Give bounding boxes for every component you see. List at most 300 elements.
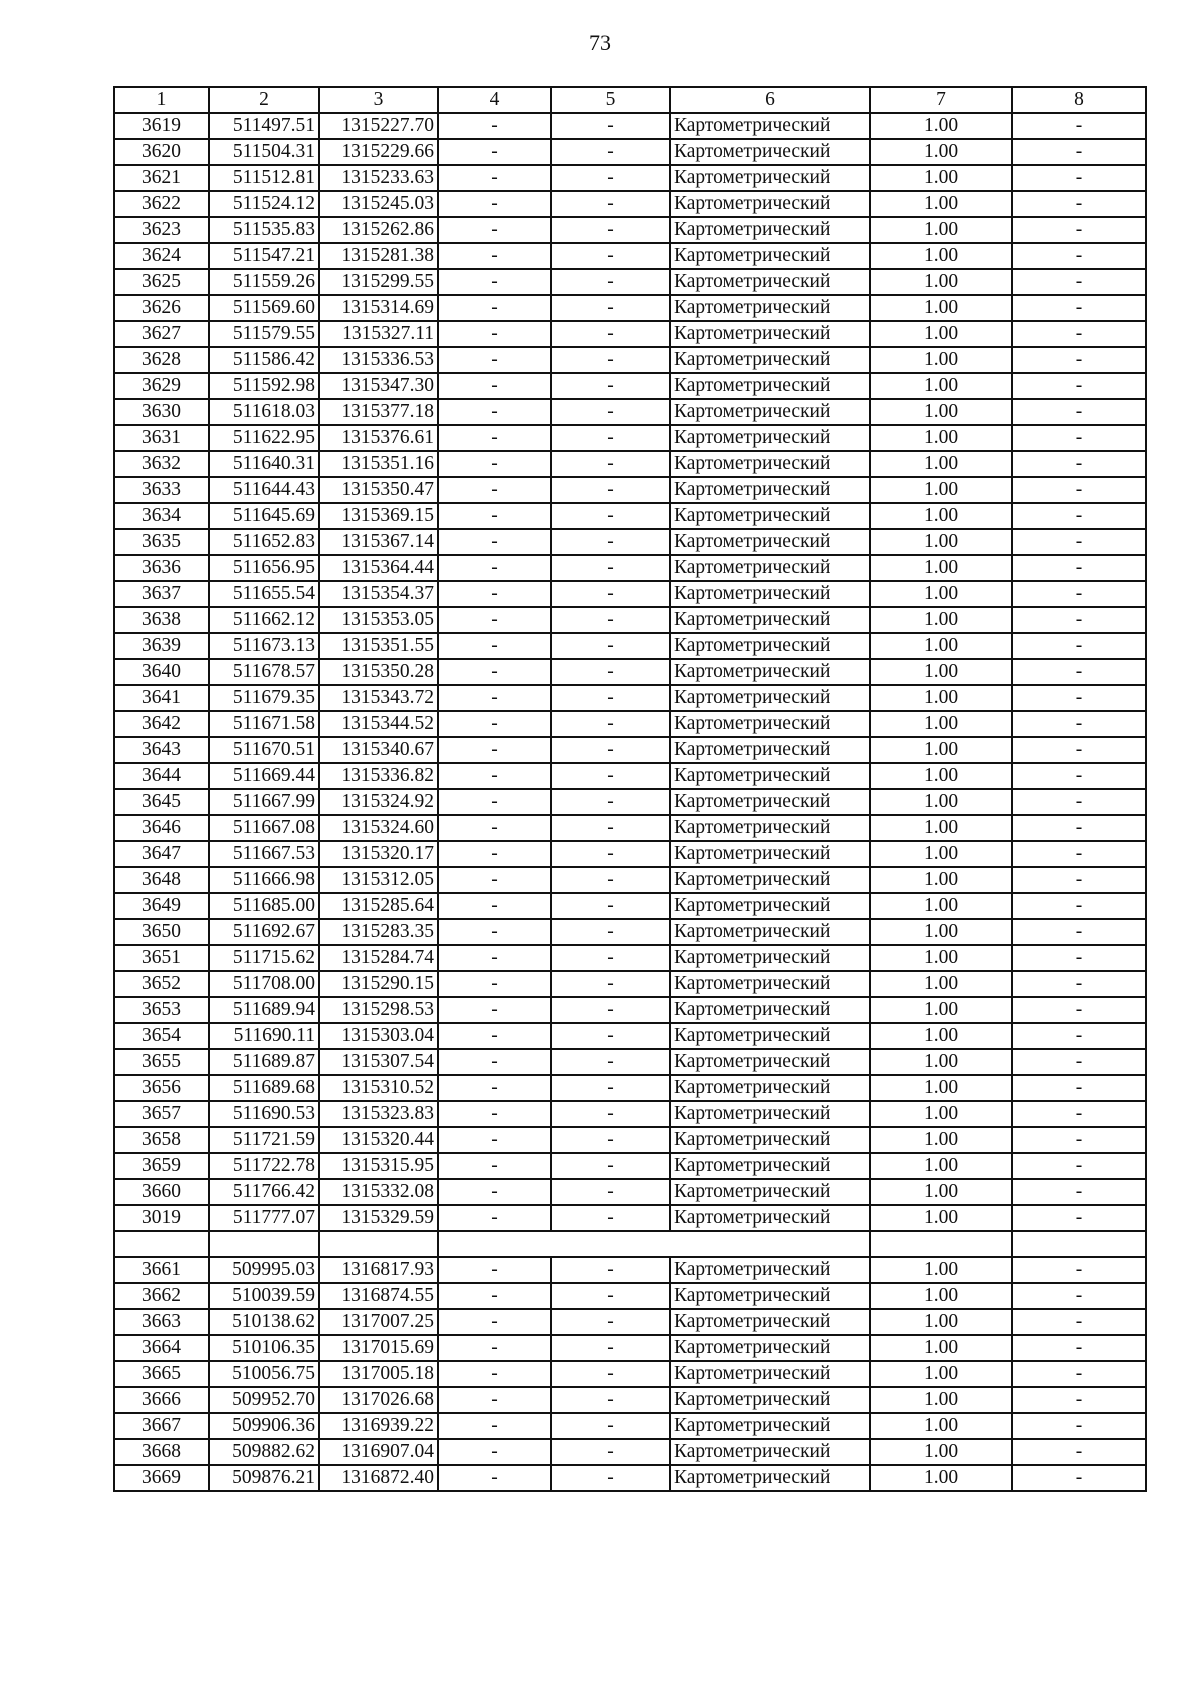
column-4-cell: - — [438, 789, 551, 815]
table-row — [114, 165, 1146, 191]
point-number-cell: 3650 — [114, 919, 209, 945]
y-coordinate-cell: 1316817.93 — [319, 1257, 438, 1283]
point-number-cell: 3635 — [114, 529, 209, 555]
method-cell: Картометрический — [670, 555, 870, 581]
separator-group — [114, 1231, 1146, 1257]
column-5-cell: - — [551, 1023, 670, 1049]
y-coordinate-cell: 1315324.92 — [319, 789, 438, 815]
column-8-cell: - — [1012, 191, 1146, 217]
page-number: 73 — [589, 30, 611, 55]
column-8-cell: - — [1012, 347, 1146, 373]
method-cell: Картометрический — [670, 607, 870, 633]
column-4-cell: - — [438, 347, 551, 373]
column-4-cell: - — [438, 711, 551, 737]
column-8-cell: - — [1012, 1361, 1146, 1387]
point-number-cell: 3660 — [114, 1179, 209, 1205]
table-row — [114, 789, 1146, 815]
x-coordinate-cell: 511655.54 — [209, 581, 319, 607]
column-8-cell: - — [1012, 269, 1146, 295]
accuracy-cell: 1.00 — [870, 867, 1012, 893]
column-8-cell: - — [1012, 1335, 1146, 1361]
column-5-cell: - — [551, 867, 670, 893]
column-4-cell: - — [438, 737, 551, 763]
column-8-cell: - — [1012, 1387, 1146, 1413]
point-number-cell: 3655 — [114, 1049, 209, 1075]
point-number-cell: 3630 — [114, 399, 209, 425]
blank-separator-row — [114, 1231, 1146, 1257]
column-4-cell: - — [438, 1257, 551, 1283]
y-coordinate-cell: 1315290.15 — [319, 971, 438, 997]
column-5-cell: - — [551, 295, 670, 321]
y-coordinate-cell: 1317007.25 — [319, 1309, 438, 1335]
column-header: 7 — [870, 87, 1012, 113]
y-coordinate-cell: 1315336.82 — [319, 763, 438, 789]
accuracy-cell: 1.00 — [870, 1439, 1012, 1465]
column-8-cell: - — [1012, 217, 1146, 243]
blank-cell — [319, 1231, 438, 1257]
point-number-cell: 3654 — [114, 1023, 209, 1049]
column-8-cell: - — [1012, 295, 1146, 321]
x-coordinate-cell: 509995.03 — [209, 1257, 319, 1283]
x-coordinate-cell: 511669.44 — [209, 763, 319, 789]
table-row — [114, 1413, 1146, 1439]
column-4-cell: - — [438, 399, 551, 425]
column-8-cell: - — [1012, 425, 1146, 451]
table-row — [114, 997, 1146, 1023]
column-5-cell: - — [551, 711, 670, 737]
column-8-cell: - — [1012, 321, 1146, 347]
y-coordinate-cell: 1315299.55 — [319, 269, 438, 295]
table-row — [114, 1439, 1146, 1465]
column-4-cell: - — [438, 1283, 551, 1309]
column-5-cell: - — [551, 165, 670, 191]
x-coordinate-cell: 511667.53 — [209, 841, 319, 867]
table-row — [114, 217, 1146, 243]
y-coordinate-cell: 1315369.15 — [319, 503, 438, 529]
table-row — [114, 607, 1146, 633]
column-5-cell: - — [551, 1049, 670, 1075]
x-coordinate-cell: 511512.81 — [209, 165, 319, 191]
table-row — [114, 269, 1146, 295]
blank-cell — [870, 1231, 1012, 1257]
accuracy-cell: 1.00 — [870, 1413, 1012, 1439]
column-5-cell: - — [551, 1309, 670, 1335]
accuracy-cell: 1.00 — [870, 399, 1012, 425]
accuracy-cell: 1.00 — [870, 451, 1012, 477]
x-coordinate-cell: 511622.95 — [209, 425, 319, 451]
accuracy-cell: 1.00 — [870, 1205, 1012, 1231]
y-coordinate-cell: 1315320.44 — [319, 1127, 438, 1153]
x-coordinate-cell: 511579.55 — [209, 321, 319, 347]
method-cell: Картометрический — [670, 113, 870, 139]
column-4-cell: - — [438, 477, 551, 503]
column-4-cell: - — [438, 1179, 551, 1205]
method-cell: Картометрический — [670, 711, 870, 737]
column-8-cell: - — [1012, 1153, 1146, 1179]
method-cell: Картометрический — [670, 997, 870, 1023]
column-8-cell: - — [1012, 997, 1146, 1023]
y-coordinate-cell: 1315350.28 — [319, 659, 438, 685]
table-row — [114, 477, 1146, 503]
column-8-cell: - — [1012, 841, 1146, 867]
accuracy-cell: 1.00 — [870, 1049, 1012, 1075]
point-number-cell: 3623 — [114, 217, 209, 243]
column-5-cell: - — [551, 815, 670, 841]
x-coordinate-cell: 511652.83 — [209, 529, 319, 555]
accuracy-cell: 1.00 — [870, 295, 1012, 321]
column-5-cell: - — [551, 997, 670, 1023]
accuracy-cell: 1.00 — [870, 841, 1012, 867]
column-5-cell: - — [551, 373, 670, 399]
accuracy-cell: 1.00 — [870, 165, 1012, 191]
accuracy-cell: 1.00 — [870, 1387, 1012, 1413]
table-row — [114, 815, 1146, 841]
y-coordinate-cell: 1315303.04 — [319, 1023, 438, 1049]
accuracy-cell: 1.00 — [870, 529, 1012, 555]
column-8-cell: - — [1012, 477, 1146, 503]
column-5-cell: - — [551, 1439, 670, 1465]
table-row — [114, 633, 1146, 659]
column-8-cell: - — [1012, 1101, 1146, 1127]
column-4-cell: - — [438, 1413, 551, 1439]
y-coordinate-cell: 1315283.35 — [319, 919, 438, 945]
column-5-cell: - — [551, 1179, 670, 1205]
column-4-cell: - — [438, 763, 551, 789]
column-8-cell: - — [1012, 711, 1146, 737]
header-row — [114, 87, 1146, 113]
y-coordinate-cell: 1315285.64 — [319, 893, 438, 919]
column-4-cell: - — [438, 1023, 551, 1049]
x-coordinate-cell: 509952.70 — [209, 1387, 319, 1413]
column-4-cell: - — [438, 555, 551, 581]
table-row — [114, 1023, 1146, 1049]
column-8-cell: - — [1012, 373, 1146, 399]
column-5-cell: - — [551, 581, 670, 607]
accuracy-cell: 1.00 — [870, 1257, 1012, 1283]
column-5-cell: - — [551, 191, 670, 217]
column-4-cell: - — [438, 919, 551, 945]
y-coordinate-cell: 1315227.70 — [319, 113, 438, 139]
column-8-cell: - — [1012, 581, 1146, 607]
point-number-cell: 3649 — [114, 893, 209, 919]
column-8-cell: - — [1012, 607, 1146, 633]
column-5-cell: - — [551, 633, 670, 659]
column-5-cell: - — [551, 243, 670, 269]
column-4-cell: - — [438, 1439, 551, 1465]
method-cell: Картометрический — [670, 1127, 870, 1153]
column-5-cell: - — [551, 1413, 670, 1439]
column-header: 6 — [670, 87, 870, 113]
point-number-cell: 3625 — [114, 269, 209, 295]
accuracy-cell: 1.00 — [870, 243, 1012, 269]
x-coordinate-cell: 511692.67 — [209, 919, 319, 945]
column-4-cell: - — [438, 1127, 551, 1153]
column-4-cell: - — [438, 1361, 551, 1387]
y-coordinate-cell: 1315332.08 — [319, 1179, 438, 1205]
method-cell: Картометрический — [670, 919, 870, 945]
blank-cell — [438, 1231, 870, 1257]
table-row — [114, 1179, 1146, 1205]
point-number-cell: 3627 — [114, 321, 209, 347]
x-coordinate-cell: 511708.00 — [209, 971, 319, 997]
column-5-cell: - — [551, 347, 670, 373]
y-coordinate-cell: 1315364.44 — [319, 555, 438, 581]
column-header: 4 — [438, 87, 551, 113]
method-cell: Картометрический — [670, 685, 870, 711]
column-4-cell: - — [438, 685, 551, 711]
point-number-cell: 3629 — [114, 373, 209, 399]
table-row — [114, 191, 1146, 217]
method-cell: Картометрический — [670, 1335, 870, 1361]
x-coordinate-cell: 511721.59 — [209, 1127, 319, 1153]
point-number-cell: 3633 — [114, 477, 209, 503]
accuracy-cell: 1.00 — [870, 711, 1012, 737]
table-row — [114, 971, 1146, 997]
column-4-cell: - — [438, 503, 551, 529]
accuracy-cell: 1.00 — [870, 1127, 1012, 1153]
coordinates-table — [113, 86, 1147, 1492]
x-coordinate-cell: 511497.51 — [209, 113, 319, 139]
method-cell: Картометрический — [670, 1075, 870, 1101]
method-cell: Картометрический — [670, 347, 870, 373]
x-coordinate-cell: 511656.95 — [209, 555, 319, 581]
method-cell: Картометрический — [670, 867, 870, 893]
method-cell: Картометрический — [670, 1387, 870, 1413]
x-coordinate-cell: 511569.60 — [209, 295, 319, 321]
table-row — [114, 1101, 1146, 1127]
y-coordinate-cell: 1315307.54 — [319, 1049, 438, 1075]
method-cell: Картометрический — [670, 659, 870, 685]
point-number-cell: 3636 — [114, 555, 209, 581]
table-row — [114, 399, 1146, 425]
method-cell: Картометрический — [670, 763, 870, 789]
method-cell: Картометрический — [670, 399, 870, 425]
method-cell: Картометрический — [670, 945, 870, 971]
method-cell: Картометрический — [670, 1049, 870, 1075]
method-cell: Картометрический — [670, 815, 870, 841]
table-body-group-2 — [114, 1257, 1146, 1491]
accuracy-cell: 1.00 — [870, 919, 1012, 945]
column-5-cell: - — [551, 789, 670, 815]
x-coordinate-cell: 511766.42 — [209, 1179, 319, 1205]
accuracy-cell: 1.00 — [870, 945, 1012, 971]
table-row — [114, 867, 1146, 893]
y-coordinate-cell: 1315336.53 — [319, 347, 438, 373]
y-coordinate-cell: 1315351.16 — [319, 451, 438, 477]
point-number-cell: 3626 — [114, 295, 209, 321]
x-coordinate-cell: 511673.13 — [209, 633, 319, 659]
column-5-cell: - — [551, 1127, 670, 1153]
column-8-cell: - — [1012, 893, 1146, 919]
column-4-cell: - — [438, 1309, 551, 1335]
y-coordinate-cell: 1315376.61 — [319, 425, 438, 451]
point-number-cell: 3658 — [114, 1127, 209, 1153]
y-coordinate-cell: 1315351.55 — [319, 633, 438, 659]
column-5-cell: - — [551, 139, 670, 165]
x-coordinate-cell: 511559.26 — [209, 269, 319, 295]
table-row — [114, 763, 1146, 789]
column-5-cell: - — [551, 113, 670, 139]
column-5-cell: - — [551, 607, 670, 633]
accuracy-cell: 1.00 — [870, 1101, 1012, 1127]
accuracy-cell: 1.00 — [870, 607, 1012, 633]
table-row — [114, 945, 1146, 971]
column-8-cell: - — [1012, 243, 1146, 269]
accuracy-cell: 1.00 — [870, 659, 1012, 685]
y-coordinate-cell: 1315314.69 — [319, 295, 438, 321]
point-number-cell: 3642 — [114, 711, 209, 737]
accuracy-cell: 1.00 — [870, 425, 1012, 451]
x-coordinate-cell: 511645.69 — [209, 503, 319, 529]
accuracy-cell: 1.00 — [870, 1075, 1012, 1101]
table-row — [114, 529, 1146, 555]
table-row — [114, 659, 1146, 685]
accuracy-cell: 1.00 — [870, 555, 1012, 581]
column-4-cell: - — [438, 815, 551, 841]
column-5-cell: - — [551, 529, 670, 555]
column-8-cell: - — [1012, 1127, 1146, 1153]
x-coordinate-cell: 511592.98 — [209, 373, 319, 399]
method-cell: Картометрический — [670, 191, 870, 217]
accuracy-cell: 1.00 — [870, 1023, 1012, 1049]
y-coordinate-cell: 1315281.38 — [319, 243, 438, 269]
y-coordinate-cell: 1315329.59 — [319, 1205, 438, 1231]
y-coordinate-cell: 1315344.52 — [319, 711, 438, 737]
point-number-cell: 3661 — [114, 1257, 209, 1283]
accuracy-cell: 1.00 — [870, 113, 1012, 139]
y-coordinate-cell: 1315229.66 — [319, 139, 438, 165]
x-coordinate-cell: 511644.43 — [209, 477, 319, 503]
point-number-cell: 3652 — [114, 971, 209, 997]
accuracy-cell: 1.00 — [870, 685, 1012, 711]
column-5-cell: - — [551, 737, 670, 763]
x-coordinate-cell: 511667.08 — [209, 815, 319, 841]
x-coordinate-cell: 511690.11 — [209, 1023, 319, 1049]
x-coordinate-cell: 511689.68 — [209, 1075, 319, 1101]
point-number-cell: 3620 — [114, 139, 209, 165]
y-coordinate-cell: 1316874.55 — [319, 1283, 438, 1309]
accuracy-cell: 1.00 — [870, 893, 1012, 919]
point-number-cell: 3624 — [114, 243, 209, 269]
column-5-cell: - — [551, 269, 670, 295]
accuracy-cell: 1.00 — [870, 477, 1012, 503]
column-4-cell: - — [438, 295, 551, 321]
x-coordinate-cell: 511671.58 — [209, 711, 319, 737]
column-8-cell: - — [1012, 113, 1146, 139]
x-coordinate-cell: 511662.12 — [209, 607, 319, 633]
column-5-cell: - — [551, 1361, 670, 1387]
point-number-cell: 3662 — [114, 1283, 209, 1309]
accuracy-cell: 1.00 — [870, 1309, 1012, 1335]
column-8-cell: - — [1012, 919, 1146, 945]
column-4-cell: - — [438, 451, 551, 477]
y-coordinate-cell: 1315354.37 — [319, 581, 438, 607]
column-5-cell: - — [551, 1205, 670, 1231]
point-number-cell: 3638 — [114, 607, 209, 633]
method-cell: Картометрический — [670, 1101, 870, 1127]
accuracy-cell: 1.00 — [870, 763, 1012, 789]
point-number-cell: 3631 — [114, 425, 209, 451]
x-coordinate-cell: 511640.31 — [209, 451, 319, 477]
method-cell: Картометрический — [670, 373, 870, 399]
column-5-cell: - — [551, 1257, 670, 1283]
column-4-cell: - — [438, 1049, 551, 1075]
y-coordinate-cell: 1315367.14 — [319, 529, 438, 555]
column-8-cell: - — [1012, 737, 1146, 763]
column-8-cell: - — [1012, 555, 1146, 581]
point-number-cell: 3647 — [114, 841, 209, 867]
column-8-cell: - — [1012, 1465, 1146, 1491]
point-number-cell: 3666 — [114, 1387, 209, 1413]
column-header: 5 — [551, 87, 670, 113]
column-4-cell: - — [438, 1465, 551, 1491]
blank-cell — [114, 1231, 209, 1257]
column-8-cell: - — [1012, 165, 1146, 191]
table-row — [114, 685, 1146, 711]
table-row — [114, 1335, 1146, 1361]
x-coordinate-cell: 511722.78 — [209, 1153, 319, 1179]
column-8-cell: - — [1012, 971, 1146, 997]
y-coordinate-cell: 1315323.83 — [319, 1101, 438, 1127]
y-coordinate-cell: 1315312.05 — [319, 867, 438, 893]
y-coordinate-cell: 1315320.17 — [319, 841, 438, 867]
column-4-cell: - — [438, 1101, 551, 1127]
accuracy-cell: 1.00 — [870, 321, 1012, 347]
y-coordinate-cell: 1317015.69 — [319, 1335, 438, 1361]
point-number-cell: 3653 — [114, 997, 209, 1023]
accuracy-cell: 1.00 — [870, 789, 1012, 815]
x-coordinate-cell: 510039.59 — [209, 1283, 319, 1309]
column-8-cell: - — [1012, 1205, 1146, 1231]
accuracy-cell: 1.00 — [870, 1335, 1012, 1361]
point-number-cell: 3667 — [114, 1413, 209, 1439]
column-5-cell: - — [551, 1101, 670, 1127]
x-coordinate-cell: 511678.57 — [209, 659, 319, 685]
accuracy-cell: 1.00 — [870, 217, 1012, 243]
column-8-cell: - — [1012, 1439, 1146, 1465]
y-coordinate-cell: 1315233.63 — [319, 165, 438, 191]
point-number-cell: 3648 — [114, 867, 209, 893]
column-8-cell: - — [1012, 1179, 1146, 1205]
table-row — [114, 1309, 1146, 1335]
method-cell: Картометрический — [670, 321, 870, 347]
accuracy-cell: 1.00 — [870, 1179, 1012, 1205]
method-cell: Картометрический — [670, 1361, 870, 1387]
column-8-cell: - — [1012, 685, 1146, 711]
column-header: 3 — [319, 87, 438, 113]
point-number-cell: 3637 — [114, 581, 209, 607]
accuracy-cell: 1.00 — [870, 139, 1012, 165]
y-coordinate-cell: 1317005.18 — [319, 1361, 438, 1387]
column-5-cell: - — [551, 1075, 670, 1101]
column-4-cell: - — [438, 633, 551, 659]
accuracy-cell: 1.00 — [870, 373, 1012, 399]
method-cell: Картометрический — [670, 581, 870, 607]
column-4-cell: - — [438, 191, 551, 217]
table-row — [114, 139, 1146, 165]
y-coordinate-cell: 1317026.68 — [319, 1387, 438, 1413]
x-coordinate-cell: 509906.36 — [209, 1413, 319, 1439]
y-coordinate-cell: 1316939.22 — [319, 1413, 438, 1439]
point-number-cell: 3646 — [114, 815, 209, 841]
table-row — [114, 1283, 1146, 1309]
column-8-cell: - — [1012, 399, 1146, 425]
point-number-cell: 3621 — [114, 165, 209, 191]
table-row — [114, 243, 1146, 269]
table-row — [114, 1153, 1146, 1179]
x-coordinate-cell: 509876.21 — [209, 1465, 319, 1491]
column-header: 2 — [209, 87, 319, 113]
